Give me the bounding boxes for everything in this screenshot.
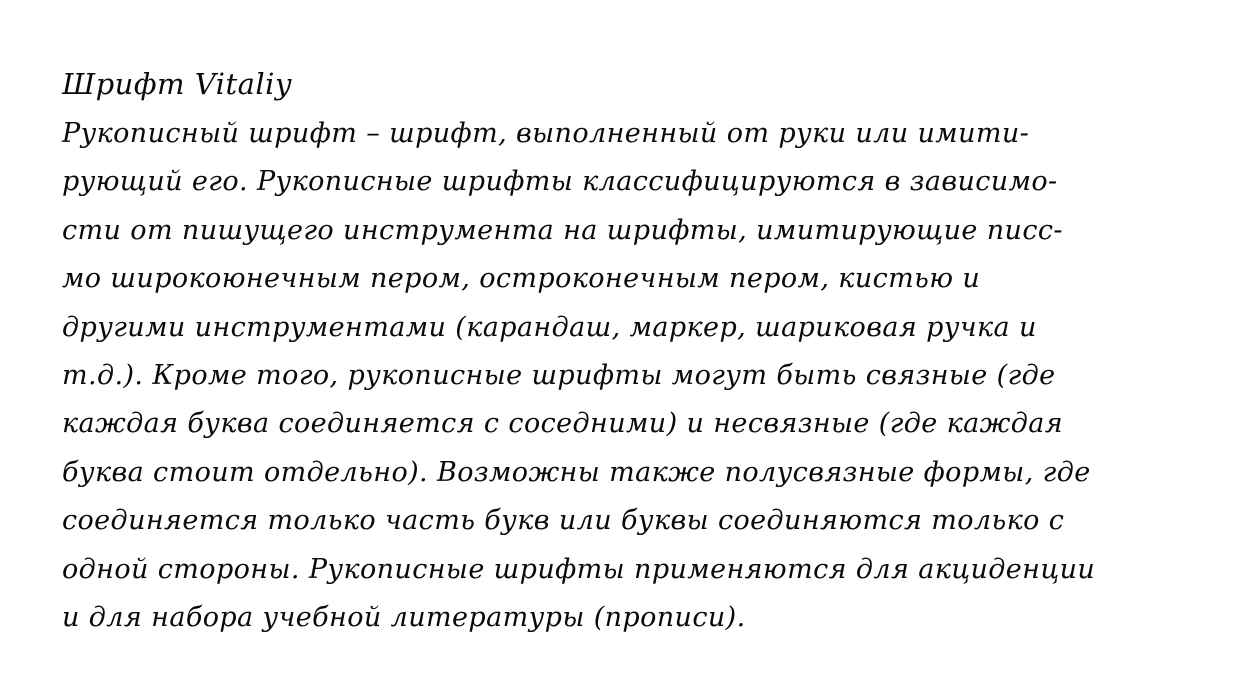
text-line-10: одной стороны. Рукописные шрифты применяются для акциденции xyxy=(62,553,1096,585)
text-line-11: и для набора учебной литературы (прописи). xyxy=(62,601,746,633)
text-line-7: каждая буква соединяется с соседними) и несвязные (где каждая xyxy=(62,408,1064,440)
document-body xyxy=(62,114,1192,646)
text-line-2: рующий его. Рукописные шрифты классифицируются в зависимо- xyxy=(62,166,1058,198)
text-line-3: сти от пишущего инструмента на шрифты, имитирующие писс- xyxy=(62,214,1063,246)
text-line-5: другими инструментами (карандаш, маркер, шариковая ручка и xyxy=(62,311,1037,343)
text-line-8: буква стоит отдельно). Возможны также полусвязные формы, где xyxy=(62,456,1091,488)
text-line-1: Рукописный шрифт – шрифт, выполненный от руки или имити- xyxy=(62,118,1030,149)
text-line-9: соединяется только часть букв или буквы соединяются только с xyxy=(62,505,1065,537)
document-title: Шрифт Vitaliy xyxy=(62,67,292,101)
text-line-4: мо широкоюнечным пером, остроконечным пером, кистью и xyxy=(62,263,981,295)
text-line-6: т.д.). Кроме того, рукописные шрифты могут быть связные (где xyxy=(62,359,1056,391)
